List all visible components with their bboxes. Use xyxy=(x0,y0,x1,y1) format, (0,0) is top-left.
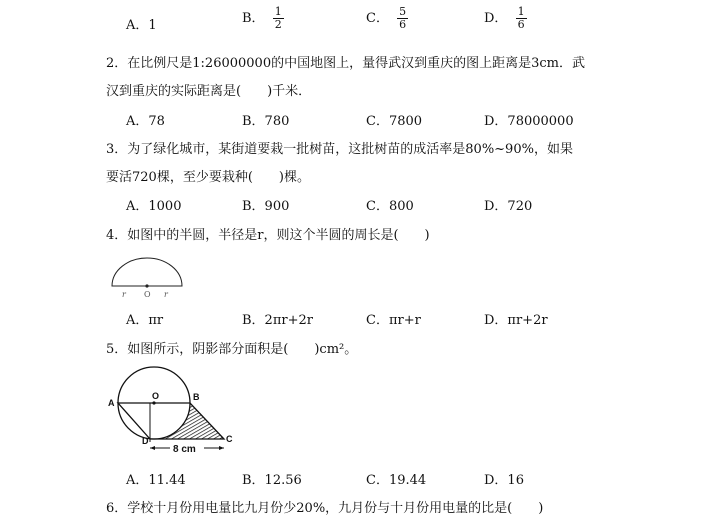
q2-text-line1: 2．在比例尺是1:26000000的中国地图上，量得武汉到重庆的图上距离是3cm．武 xyxy=(106,56,585,71)
q1-option-c xyxy=(366,6,408,31)
point-d-label: D xyxy=(142,436,149,446)
option-letter: C． xyxy=(366,11,389,26)
circle-shaded-figure xyxy=(106,362,242,458)
fraction xyxy=(397,6,408,31)
q5-option-b: B．12.56 xyxy=(242,473,302,488)
dimension-label: 8 cm xyxy=(173,444,196,455)
denominator: 6 xyxy=(399,18,407,31)
q1-option-a xyxy=(126,14,157,33)
q4-option-a: A．πr xyxy=(126,313,164,328)
point-b-label: B xyxy=(193,392,200,402)
q3-text-line1: 3．为了绿化城市，某街道要栽一批树苗，这批树苗的成活率是80%~90%，如果 xyxy=(106,142,573,157)
q5-option-d: D．16 xyxy=(484,473,524,488)
denominator: 6 xyxy=(517,18,525,31)
q3-option-b: B．900 xyxy=(242,199,290,214)
center-label: O xyxy=(144,290,151,299)
q6-text-line1: 6．学校十月份用电量比九月份少20%，九月份与十月份用电量的比是( ) xyxy=(106,501,544,516)
q5-text-line1: 5．如图所示，阴影部分面积是( )cm²。 xyxy=(106,342,358,357)
fraction xyxy=(516,6,527,31)
point-c-label: C xyxy=(226,434,233,444)
point-o-label: O xyxy=(152,391,160,401)
q3-option-c: C．800 xyxy=(366,199,414,214)
q5-option-a: A．11.44 xyxy=(126,473,186,488)
q3-option-a: A．1000 xyxy=(126,199,182,214)
point-a-label: A xyxy=(108,398,115,408)
q4-text-line1: 4．如图中的半圆，半径是r，则这个半圆的周长是( ) xyxy=(106,228,430,243)
numerator: 1 xyxy=(517,5,525,18)
q4-option-d: D．πr+2r xyxy=(484,313,548,328)
option-letter: A． xyxy=(126,18,149,33)
q4-option-c: C．πr+r xyxy=(366,313,421,328)
semicircle-figure xyxy=(108,250,186,300)
option-letter: D． xyxy=(484,11,508,26)
q2-text-line2: 汉到重庆的实际距离是( )千米． xyxy=(106,84,312,99)
q1-option-b xyxy=(242,6,284,31)
q2-option-c: C．7800 xyxy=(366,114,423,129)
q1-option-d xyxy=(484,6,527,31)
denominator: 2 xyxy=(274,18,282,31)
q3-option-d: D．720 xyxy=(484,199,533,214)
radius-label-right: r xyxy=(164,290,168,299)
option-letter: B． xyxy=(242,11,265,26)
q3-text-line2: 要活720棵，至少要栽种( )棵。 xyxy=(106,170,310,185)
q2-option-a: A．78 xyxy=(126,114,165,129)
option-value: 1 xyxy=(148,18,157,33)
radius-label-left: r xyxy=(122,290,126,299)
q5-option-c: C．19.44 xyxy=(366,473,427,488)
numerator: 5 xyxy=(399,5,407,18)
q2-option-b: B．780 xyxy=(242,114,290,129)
q2-option-d: D．78000000 xyxy=(484,114,574,129)
fraction xyxy=(273,6,284,31)
q4-option-b: B．2πr+2r xyxy=(242,313,313,328)
numerator: 1 xyxy=(274,5,282,18)
